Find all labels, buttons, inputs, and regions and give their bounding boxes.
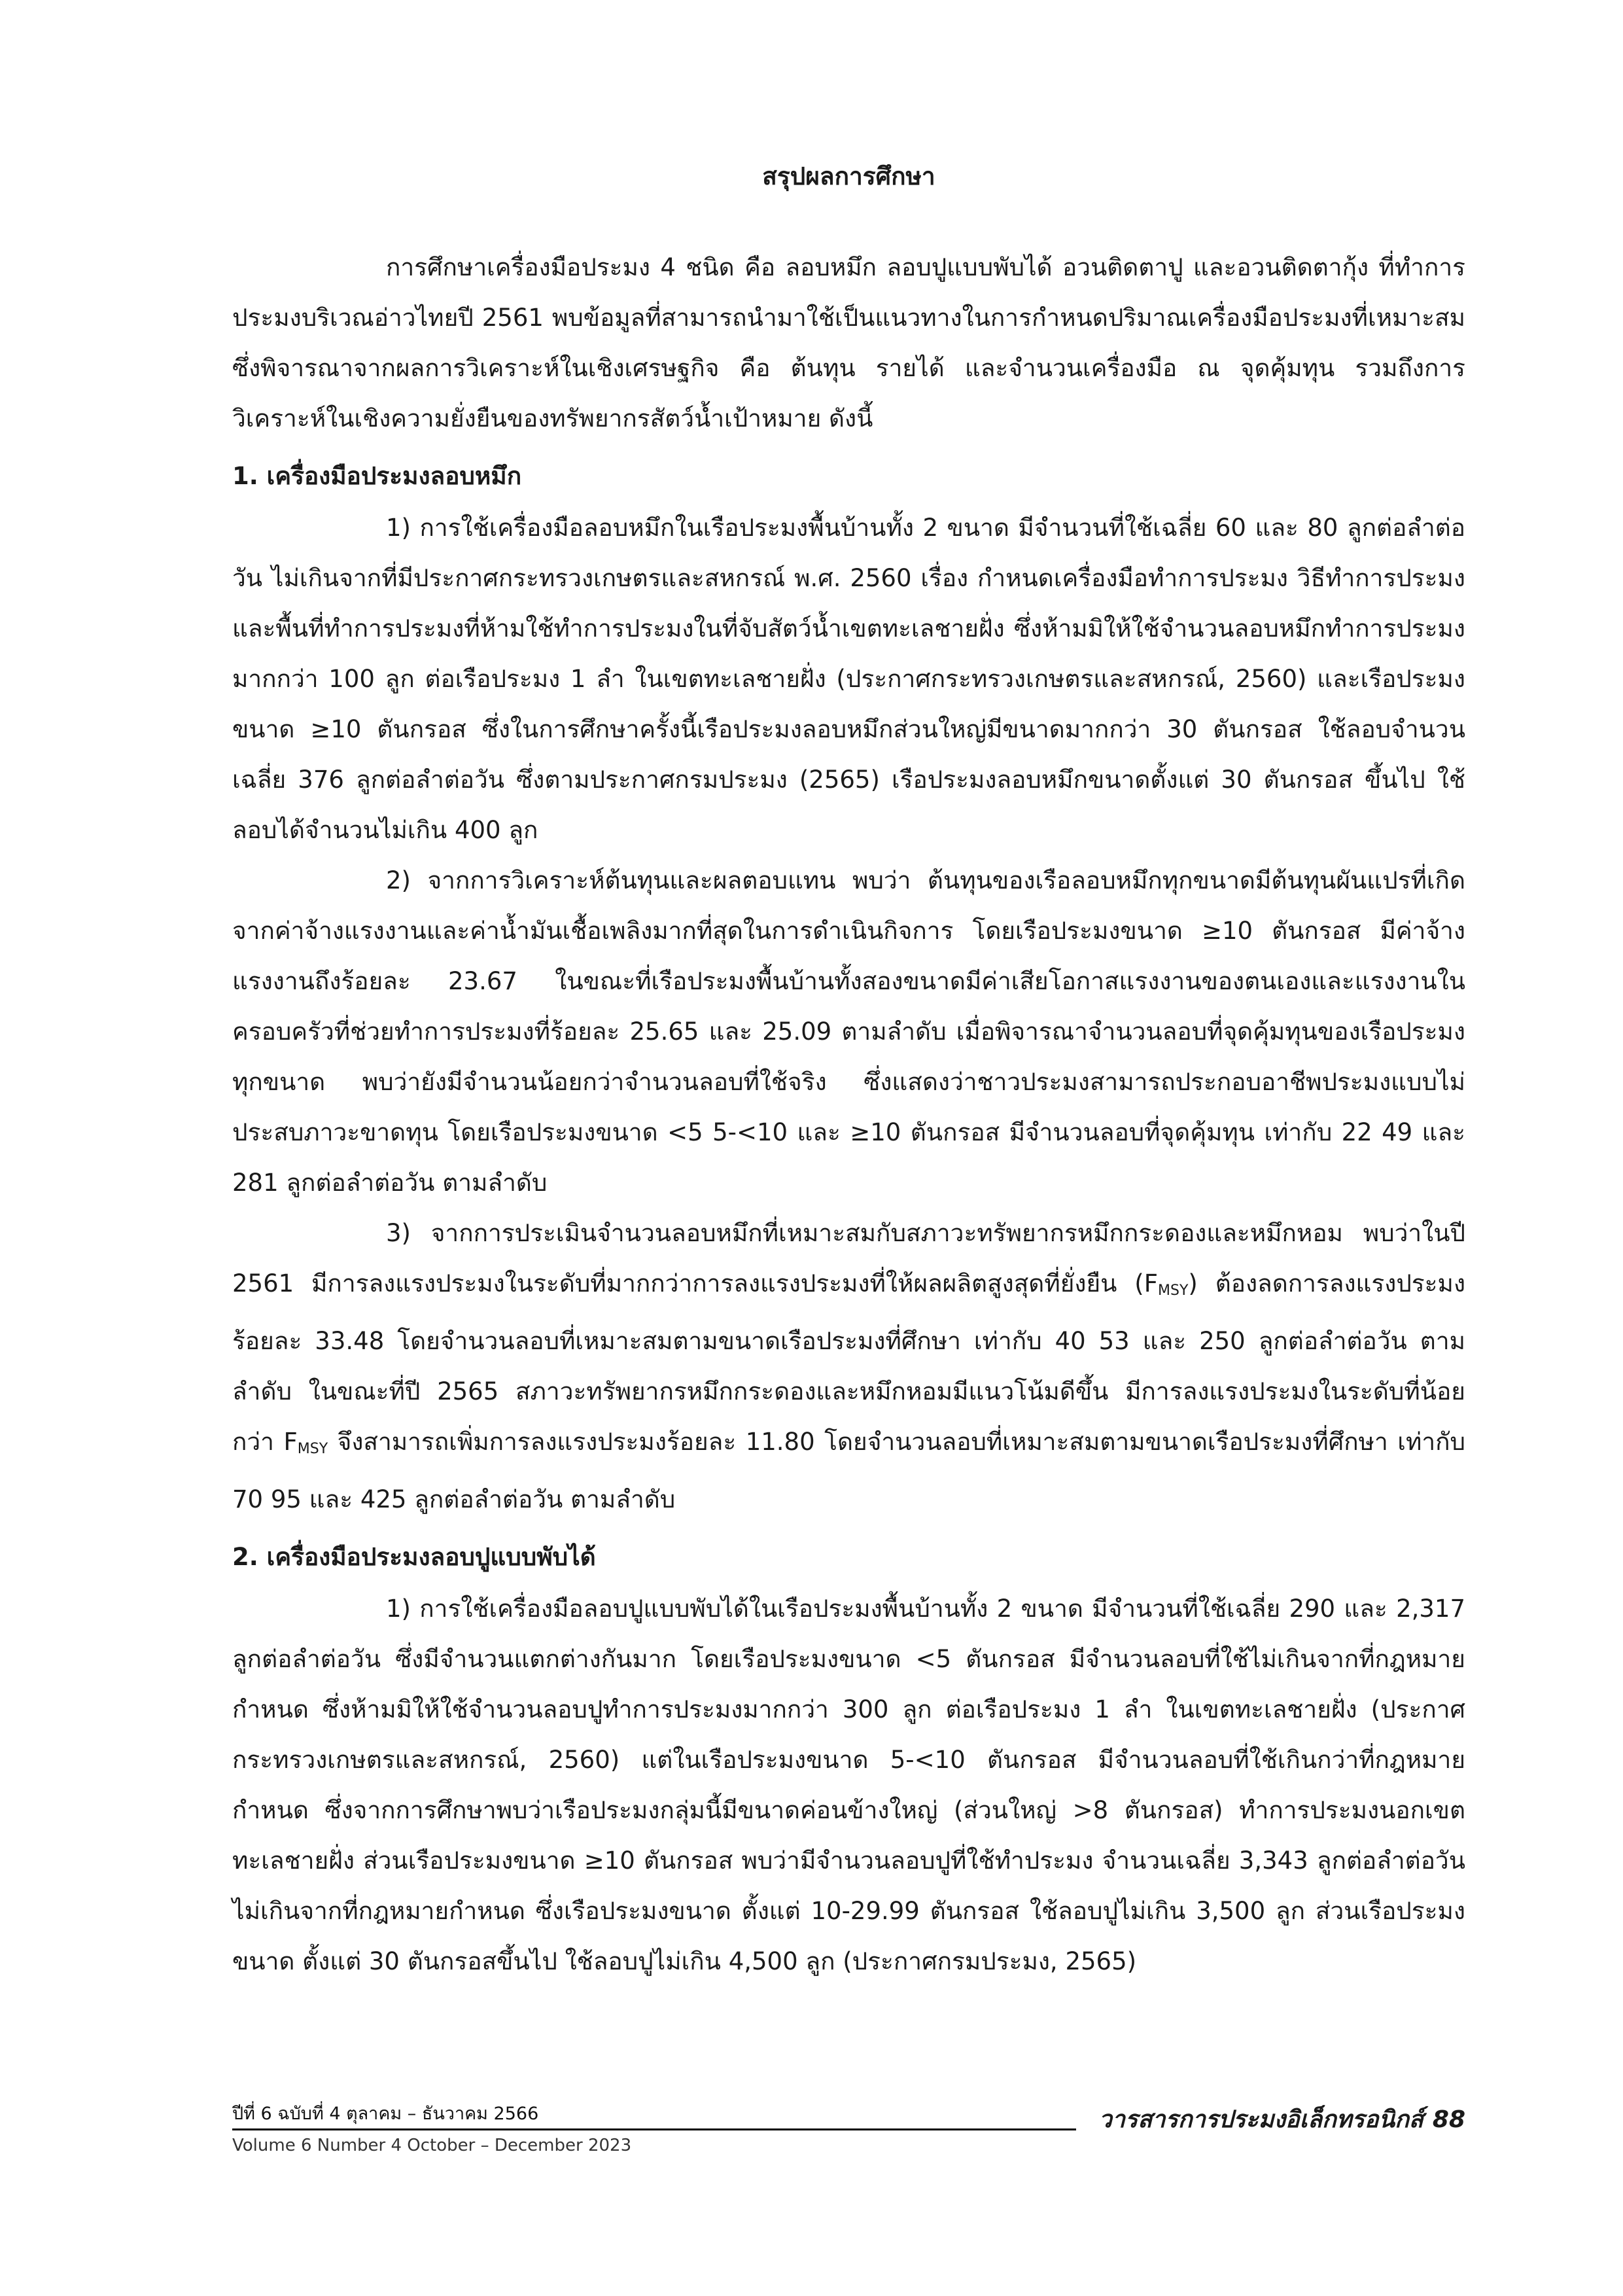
journal-title: วารสารการประมงอิเล็กทรอนิกส์ xyxy=(1098,2106,1423,2133)
paragraph-3-part-b: ) ต้องลดการลงแรงประมงร้อยละ 33.48 โดยจำนวนลอบที่เหมาะสมตามขนาดเรือประมงที่ศึกษา เท่ากับ 40 53 และ 250 ลูกต่อลำต่อวัน ตามลำดับ ในขณะที่ปี 2565 สภาวะทรัพยากรหมึกกระดองและหมึกหอมมีแนวโน้มดีขึ้น มีการลงแรงประมงในระดับที่น้อยกว่า F xyxy=(232,1269,1466,1456)
main-content xyxy=(232,157,1465,1987)
squid-trap-paragraph-2: 2) จากการวิเคราะห์ต้นทุนและผลตอบแทน พบว่า ต้นทุนของเรือลอบหมึกทุกขนาดมีต้นทุนผันแปรที่เกิดจากค่าจ้างแรงงานและค่าน้ำมันเชื้อเพลิงมากที่สุดในการดำเนินกิจการ โดยเรือประมงขนาด ≥10 ตันกรอส มีค่าจ้างแรงงานถึงร้อยละ 23.67 ในขณะที่เรือประมงพื้นบ้านทั้งสองขนาดมีค่าเสียโอกาสแรงงานของตนเองและแรงงานในครอบครัวที่ช่วยทำการประมงที่ร้อยละ 25.65 และ 25.09 ตามลำดับ เมื่อพิจารณาจำนวนลอบที่จุดคุ้มทุนของเรือประมงทุกขนาด พบว่ายังมีจำนวนน้อยกว่าจำนวนลอบที่ใช้จริง ซึ่งแสดงว่าชาวประมงสามารถประกอบอาชีพประมงแบบไม่ประสบภาวะขาดทุน โดยเรือประมงขนาด <5 5-<10 และ ≥10 ตันกรอส มีจำนวนลอบที่จุดคุ้มทุน เท่ากับ 22 49 และ 281 ลูกต่อลำต่อวัน ตามลำดับ xyxy=(232,866,1465,1197)
msy-subscript: MSY xyxy=(1158,1282,1189,1299)
squid-trap-paragraph-3 xyxy=(232,1208,1465,1525)
section-heading-squid-trap: 1. เครื่องมือประมงลอบหมึก xyxy=(232,462,522,490)
msy-subscript: MSY xyxy=(297,1441,328,1457)
paragraph-3-part-c: จึงสามารถเพิ่มการลงแรงประมงร้อยละ 11.80 โดยจำนวนลอบที่เหมาะสมตามขนาดเรือประมงที่ศึกษา เท่ากับ 70 95 และ 425 ลูกต่อลำต่อวัน ตามลำดับ xyxy=(232,1428,1465,1513)
page-footer xyxy=(232,2102,1465,2155)
footer-issue-english: Volume 6 Number 4 October – December 2023 xyxy=(232,2136,632,2155)
footer-journal-name xyxy=(1099,2106,1465,2134)
footer-issue-thai: ปีที่ 6 ฉบับที่ 4 ตุลาคม – ธันวาคม 2566 xyxy=(232,2104,539,2124)
crab-trap-paragraph-1: 1) การใช้เครื่องมือลอบปูแบบพับได้ในเรือประมงพื้นบ้านทั้ง 2 ขนาด มีจำนวนที่ใช้เฉลี่ย 290 และ 2,317 ลูกต่อลำต่อวัน ซึ่งมีจำนวนแตกต่างกันมาก โดยเรือประมงขนาด <5 ตันกรอส มีจำนวนลอบที่ใช้ไม่เกินจากที่กฎหมายกำหนด ซึ่งห้ามมิให้ใช้จำนวนลอบปูทำการประมงมากกว่า 300 ลูก ต่อเรือประมง 1 ลำ ในเขตทะเลชายฝั่ง (ประกาศกระทรวงเกษตรและสหกรณ์, 2560) แต่ในเรือประมงขนาด 5-<10 ตันกรอส มีจำนวนลอบที่ใช้เกินกว่าที่กฎหมายกำหนด ซึ่งจากการศึกษาพบว่าเรือประมงกลุ่มนี้มีขนาดค่อนข้างใหญ่ (ส่วนใหญ่ >8 ตันกรอส) ทำการประมงนอกเขตทะเลชายฝั่ง ส่วนเรือประมงขนาด ≥10 ตันกรอส พบว่ามีจำนวนลอบปูที่ใช้ทำประมง จำนวนเฉลี่ย 3,343 ลูกต่อลำต่อวัน ไม่เกินจากที่กฎหมายกำหนด ซึ่งเรือประมงขนาด ตั้งแต่ 10-29.99 ตันกรอส ใช้ลอบปูไม่เกิน 3,500 ลูก ส่วนเรือประมงขนาด ตั้งแต่ 30 ตันกรอสขึ้นไป ใช้ลอบปูไม่เกิน 4,500 ลูก (ประกาศกรมประมง, 2565) xyxy=(232,1595,1465,1975)
page-title: สรุปผลการศึกษา xyxy=(762,162,935,190)
paragraph-3-part-a: 3) จากการประเมินจำนวนลอบหมึกที่เหมาะสมกับสภาวะทรัพยากรหมึกกระดองและหมึกหอม พบว่าในปี 2561 มีการลงแรงประมงในระดับที่มากกว่าการลงแรงประมงที่ให้ผลผลิตสูงสุดที่ยั่งยืน (F xyxy=(232,1219,1465,1298)
footer-rule xyxy=(232,2128,1076,2130)
section-heading-crab-trap: 2. เครื่องมือประมงลอบปูแบบพับได้ xyxy=(232,1543,596,1571)
page-number: 88 xyxy=(1432,2106,1465,2133)
intro-paragraph: การศึกษาเครื่องมือประมง 4 ชนิด คือ ลอบหมึก ลอบปูแบบพับได้ อวนติดตาปู และอวนติดตากุ้ง ที่ทำการประมงบริเวณอ่าวไทยปี 2561 พบข้อมูลที่สามารถนำมาใช้เป็นแนวทางในการกำหนดปริมาณเครื่องมือประมงที่เหมาะสม ซึ่งพิจารณาจากผลการวิเคราะห์ในเชิงเศรษฐกิจ คือ ต้นทุน รายได้ และจำนวนเครื่องมือ ณ จุดคุ้มทุน รวมถึงการวิเคราะห์ในเชิงความยั่งยืนของทรัพยากรสัตว์น้ำเป้าหมาย ดังนี้ xyxy=(232,253,1465,433)
squid-trap-paragraph-1: 1) การใช้เครื่องมือลอบหมึกในเรือประมงพื้นบ้านทั้ง 2 ขนาด มีจำนวนที่ใช้เฉลี่ย 60 และ 80 ลูกต่อลำต่อวัน ไม่เกินจากที่มีประกาศกระทรวงเกษตรและสหกรณ์ พ.ศ. 2560 เรื่อง กำหนดเครื่องมือทำการประมง วิธีทำการประมง และพื้นที่ทำการประมงที่ห้ามใช้ทำการประมงในที่จับสัตว์น้ำเขตทะเลชายฝั่ง ซึ่งห้ามมิให้ใช้จำนวนลอบหมึกทำการประมงมากกว่า 100 ลูก ต่อเรือประมง 1 ลำ ในเขตทะเลชายฝั่ง (ประกาศกระทรวงเกษตรและสหกรณ์, 2560) และเรือประมงขนาด ≥10 ตันกรอส ซึ่งในการศึกษาครั้งนี้เรือประมงลอบหมึกส่วนใหญ่มีขนาดมากกว่า 30 ตันกรอส ใช้ลอบจำนวนเฉลี่ย 376 ลูกต่อลำต่อวัน ซึ่งตามประกาศกรมประมง (2565) เรือประมงลอบหมึกขนาดตั้งแต่ 30 ตันกรอส ขึ้นไป ใช้ลอบได้จำนวนไม่เกิน 400 ลูก xyxy=(232,514,1465,844)
